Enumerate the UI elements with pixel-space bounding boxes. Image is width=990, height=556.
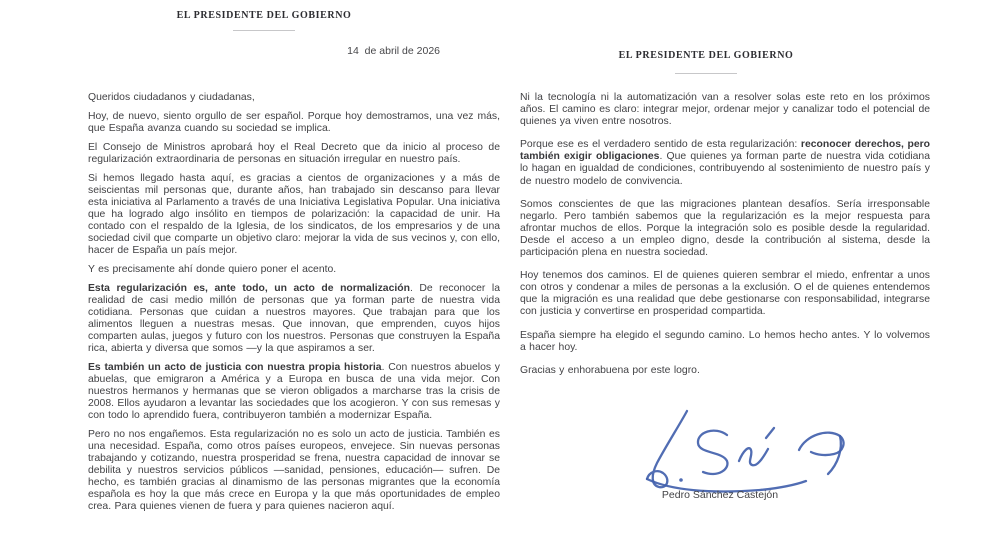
- letter-paragraph: Y es precisamente ahí donde quiero poner el acento.: [88, 264, 337, 275]
- letter-body-page-2: [520, 92, 930, 388]
- letter-page-2: [520, 0, 930, 556]
- letterhead-rule: [233, 30, 295, 31]
- signature-svg: [590, 406, 870, 494]
- letter-paragraph: España siempre ha elegido el segundo camino. Lo hemos hecho antes. Y lo volvemos a hacer hoy.: [520, 329, 930, 353]
- letter-paragraph: Es también un acto de justicia con nuestra propia historia. Con nuestros abuelos y abuelas, que emigraron a América y a Europa en busca de una vida mejor. Con nuestros hermanos y hermanas que se vieron obligados a marcharse tras la crisis de 2008. Ellos ayudaron a levantar las sociedades que los acogieron. Y con sus remesas y con todo lo aprendido fuera, contribuyeron también a modernizar España.: [88, 362, 500, 421]
- signature-ink: [590, 406, 870, 494]
- letterhead-title: EL PRESIDENTE DEL GOBIERNO: [618, 50, 794, 61]
- letter-body-page-1: [88, 92, 500, 520]
- letterhead-rule: [675, 73, 737, 74]
- letter-paragraph: Ni la tecnología ni la automatización van a resolver solas este reto en los próximos años. El camino es claro: integrar mejor, ordenar mejor y canalizar todo el potencial de quienes ya viven entre nosotros.: [520, 92, 930, 128]
- letter-paragraph: Somos conscientes de que las migraciones plantean desafíos. Sería irresponsable negarlo. Pero también sabemos que la regularización es la mejor respuesta para afrontar muchos de ellos. Porque la integración solo es posible desde la regularidad. Desde el acceso a un empleo digno, desde la contribución al sistema, desde la participación plena en nuestra sociedad.: [520, 198, 930, 259]
- letter-paragraph: Porque ese es el verdadero sentido de esta regularización: reconocer derechos, pero también exigir obligaciones. Que quienes ya forman parte de nuestra vida cotidiana lo hagan en igualdad de condiciones, contribuyendo al sostenimiento de nuestro país y de nuestro modelo de convivencia.: [520, 139, 930, 187]
- letter-page-1: [88, 0, 500, 556]
- letter-paragraph: Queridos ciudadanos y ciudadanas,: [88, 92, 255, 103]
- letter-paragraph: Esta regularización es, ante todo, un acto de normalización. De reconocer la realidad de casi medio millón de personas que ya forman parte de nuestra vida cotidiana. Personas que cuidan a nuestros mayores. Que trabajan para que los alimentos lleguen a nuestras mesas. Que innovan, que emprenden, cuyos hijos comparten aulas, juegos y futuro con los nuestros. Personas que construyen la España rica, abierta y diversa que somos —y la que aspiramos a ser.: [88, 283, 501, 354]
- letter-paragraph: Hoy, de nuevo, siento orgullo de ser español. Porque hoy demostramos, una vez más, que España avanza cuando su sociedad se implica.: [88, 111, 500, 134]
- letter-date: 14 de abril de 2026: [347, 45, 440, 57]
- letter-paragraph: Si hemos llegado hasta aquí, es gracias a cientos de organizaciones y a más de seiscientas mil personas que, durante años, han trabajado sin descanso para llevar esta iniciativa al Parlamento a través de una Iniciativa Legislativa Popular. Una iniciativa que ha logrado algo insólito en tiempos de polarización: la capacidad de unir. Ha contado con el respaldo de la Iglesia, de los sindicatos, de los empresarios y de una sociedad civil que comparte un objetivo claro: mejorar la vida de sus vecinos y, con ello, hacer de España un país mejor.: [88, 173, 500, 256]
- letterhead-title: EL PRESIDENTE DEL GOBIERNO: [176, 10, 352, 21]
- letter-paragraph: Pero no nos engañemos. Esta regularización no es solo un acto de justicia. También es una necesidad. España, como otros países europeos, envejece. Sin nuevas personas trabajando y cotizando, nuestra prosperidad se frena, nuestra capacidad de innovar se debilita y nuestros servicios públicos —sanidad, pensiones, educación— sufren. De hecho, es también gracias al dinamismo de las personas migrantes que la economía española es hoy la que más crece en Europa y la que más oportunidades de empleo crea. Para quienes vienen de fuera y para quienes nacieron aquí.: [88, 429, 500, 512]
- letter-paragraph: Gracias y enhorabuena por este logro.: [520, 364, 700, 376]
- letter-paragraph: Hoy tenemos dos caminos. El de quienes quieren sembrar el miedo, enfrentar a unos con otros y condenar a miles de personas a la exclusión. O el de quienes entendemos que la migración es una realidad que debe gestionarse con responsabilidad, integrarse con justicia y convertirse en prosperidad compartida.: [520, 270, 930, 318]
- signer-name: Pedro Sánchez Castejón: [661, 489, 779, 501]
- letter-paragraph: El Consejo de Ministros aprobará hoy el Real Decreto que da inicio al proceso de regularización extraordinaria de personas en situación irregular en nuestro país.: [88, 142, 500, 165]
